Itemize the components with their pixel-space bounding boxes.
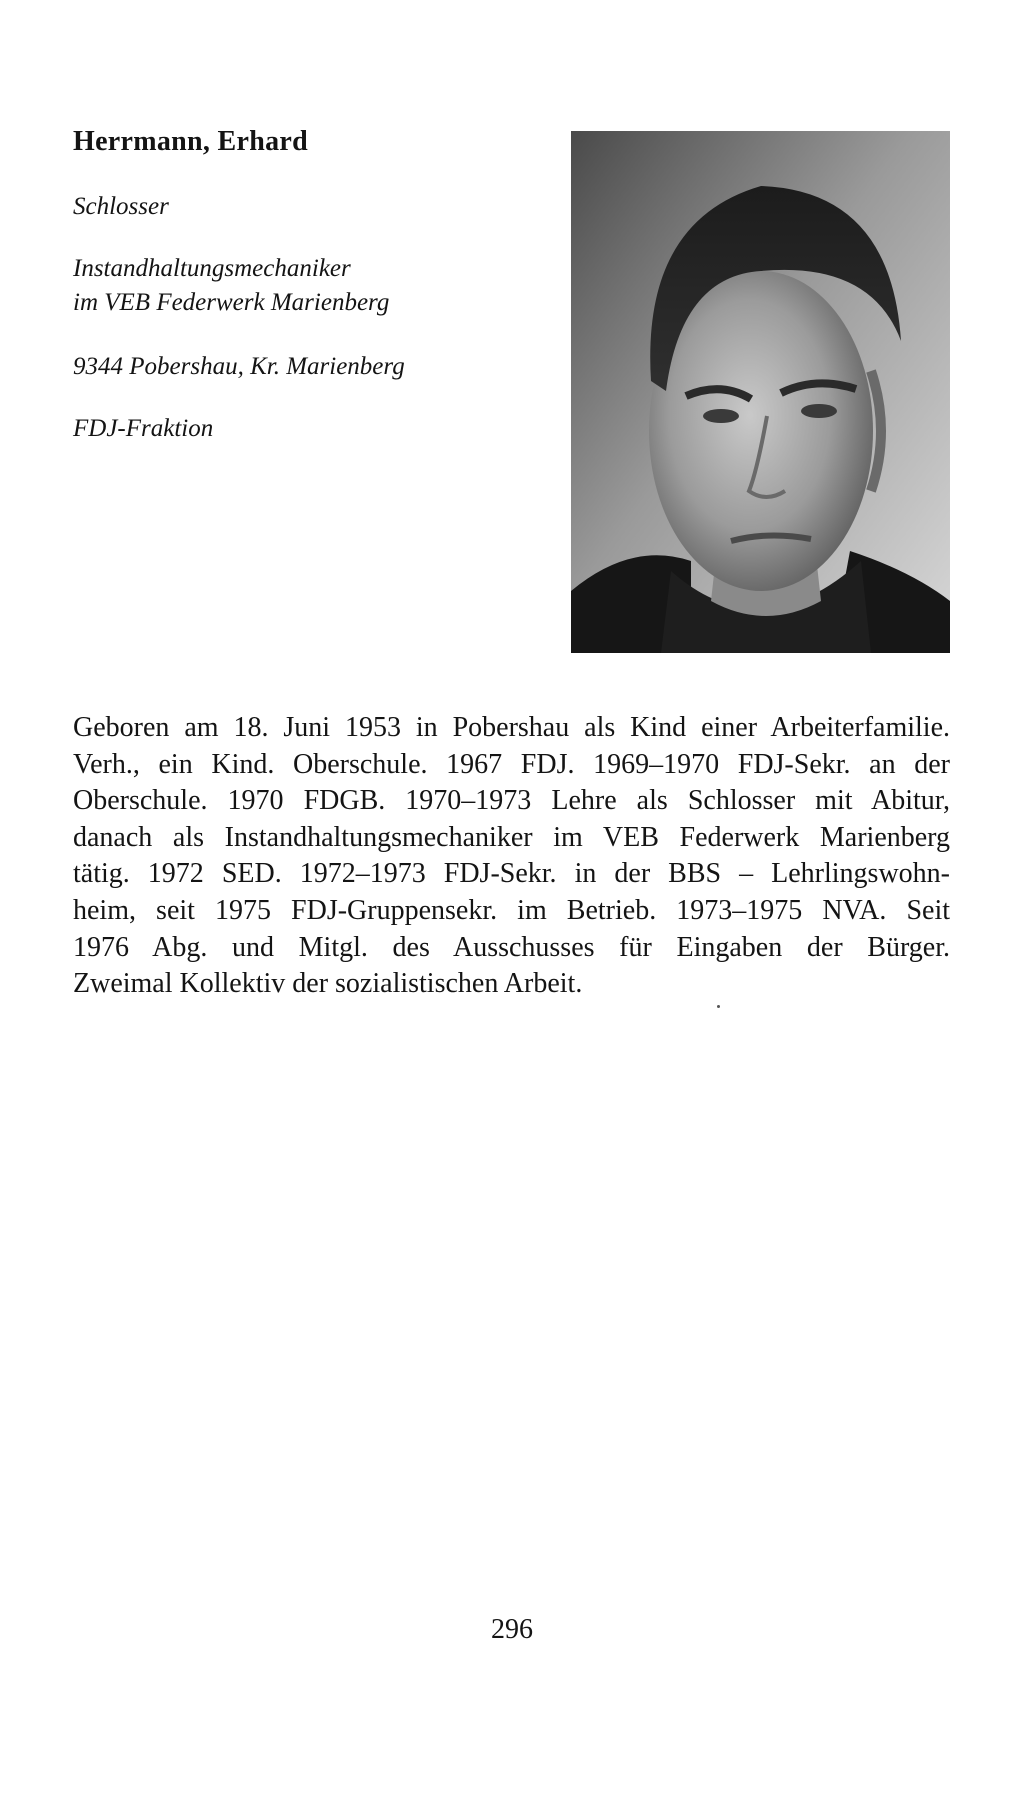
biography-line: Verh., ein Kind. Oberschule. 1967 FDJ. 1969–1970 FDJ-Sekr. an der: [73, 748, 950, 780]
page-number: 296: [491, 1614, 533, 1645]
biography-line: 1976 Abg. und Mitgl. des Ausschusses für Eingaben der Bürger.: [73, 931, 950, 963]
biography-line: heim, seit 1975 FDJ-Gruppensekr. im Betrieb. 1973–1975 NVA. Seit: [73, 894, 950, 926]
biography-line: Zweimal Kollektiv der sozialistischen Arbeit.: [73, 968, 583, 1000]
address: 9344 Pobershau, Kr. Marienberg: [73, 353, 405, 380]
print-speck: [717, 1005, 720, 1008]
workplace-position: [73, 252, 389, 320]
biography-line: Oberschule. 1970 FDGB. 1970–1973 Lehre als Schlosser mit Abitur,: [73, 785, 950, 817]
position-line-2: im VEB Federwerk Marienberg: [73, 289, 390, 316]
person-name: Herrmann, Erhard: [73, 126, 309, 157]
biography-line: danach als Instandhaltungsmechaniker im VEB Federwerk Marienberg: [73, 821, 950, 853]
biography-line: Geboren am 18. Juni 1953 in Pobershau als Kind einer Arbeiterfamilie.: [73, 712, 950, 743]
portrait-photo: [571, 131, 950, 653]
occupation: Schlosser: [73, 193, 169, 220]
position-line-1: Instandhaltungsmechaniker: [73, 255, 351, 282]
biography: [73, 710, 950, 1003]
biography-line: tätig. 1972 SED. 1972–1973 FDJ-Sekr. in der BBS – Lehrlingswohn-: [73, 858, 950, 890]
faction: FDJ-Fraktion: [73, 415, 214, 442]
